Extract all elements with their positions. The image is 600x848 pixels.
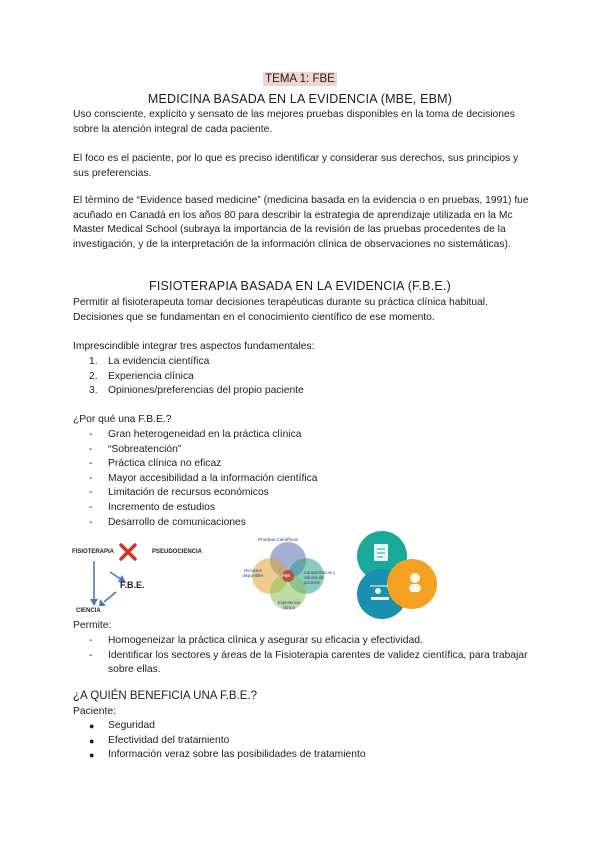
three-circles-illustration (352, 528, 438, 620)
list-item: - Incremento de estudios (89, 501, 216, 513)
section-heading-beneficia: ¿A QUIÉN BENEFICIA UNA F.B.E.? (73, 690, 258, 702)
paragraph: Permitir al fisioterapeuta tomar decisiones terapéuticas durante su práctica clínica habitual. Decisiones que se fundamentan en el conocimiento científico de ese momento. (73, 297, 488, 323)
permite-label: Permite: (73, 620, 112, 631)
list-item: - Práctica clínica no eficaz (89, 458, 222, 470)
permite-list (89, 634, 529, 678)
venn-left-label: Recursos disponibles (242, 568, 264, 578)
list-item: - “Sobreatención” (89, 443, 182, 455)
list-item: - Identificar los sectores y áreas de la Fisioterapia carentes de validez científica, para trabajar sobre ellas. (89, 649, 528, 676)
section-heading-fbe: FISIOTERAPIA BASADA EN LA EVIDENCIA (F.B.E.) (149, 279, 451, 293)
page-title: TEMA 1: FBE (265, 73, 335, 85)
section-heading-mbe: MEDICINA BASADA EN LA EVIDENCIA (MBE, EBM) (147, 92, 453, 106)
venn-center-label: FBE (282, 573, 290, 578)
paciente-label: Paciente: (73, 706, 116, 717)
list-item: ● Seguridad (89, 720, 155, 731)
venn-bottom-label: Experiencia clínica (278, 600, 300, 610)
venn-diagram (236, 534, 340, 620)
list-item: ● Información veraz sobre las posibilidades de tratamiento (89, 749, 366, 761)
aspects-list (89, 355, 304, 399)
paragraph: El término de “Evidence based medicine” (medicina basada en la evidencia o en pruebas, 1991) fue acuñado en Canadá en los años 80 para describir la estrategia de aprendizaje utilizada en la Mc Master Medical School (subraya la importancia de la revisión de las pruebas procedentes de la investigación, y de la interpretación de la información clínica de observaciones no sistemáticas). (73, 195, 529, 250)
paragraph: Imprescindible integrar tres aspectos fundamentales: (73, 341, 315, 352)
venn-right-label: Características y valores del paciente (304, 570, 336, 585)
fisioterapia-label: FISIOTERAPIA (72, 549, 115, 555)
list-item: ● Efectividad del tratamiento (89, 734, 230, 746)
pseudociencia-label: PSEUDOCIENCIA (152, 549, 203, 555)
ciencia-label: CIENCIA (76, 608, 101, 614)
paragraph: Uso consciente, explícito y sensato de las mejores pruebas disponibles en la toma de decisiones sobre la atención integral de cada paciente. (73, 109, 515, 135)
list-item: - Limitación de recursos económicos (89, 487, 269, 499)
question: ¿Por qué una F.B.E.? (73, 414, 172, 425)
circles-graphic (352, 528, 438, 620)
list-item: 1. La evidencia científica (89, 356, 210, 367)
list-item: 3. Opiniones/preferencias del propio paciente (89, 385, 304, 397)
benefits-list (89, 719, 366, 763)
paragraph: El foco es el paciente, por lo que es preciso identificar y considerar sus derechos, sus principios y sus preferencias. (73, 153, 519, 179)
list-item: - Homogeneizar la práctica clínica y asegurar su eficacia y efectividad. (89, 635, 423, 646)
why-list (89, 428, 317, 530)
fbe-label: F.B.E. (120, 580, 145, 590)
list-item: - Desarrollo de comunicaciones (89, 516, 246, 528)
list-item: - Mayor accesibilidad a la información científica (89, 472, 318, 484)
list-item: - Gran heterogeneidad en la práctica clínica (89, 429, 302, 440)
list-item: 2. Experiencia clínica (89, 370, 194, 382)
venn-top-label: Pruebas Científicas (258, 537, 298, 542)
fbe-flow-diagram (72, 538, 232, 618)
